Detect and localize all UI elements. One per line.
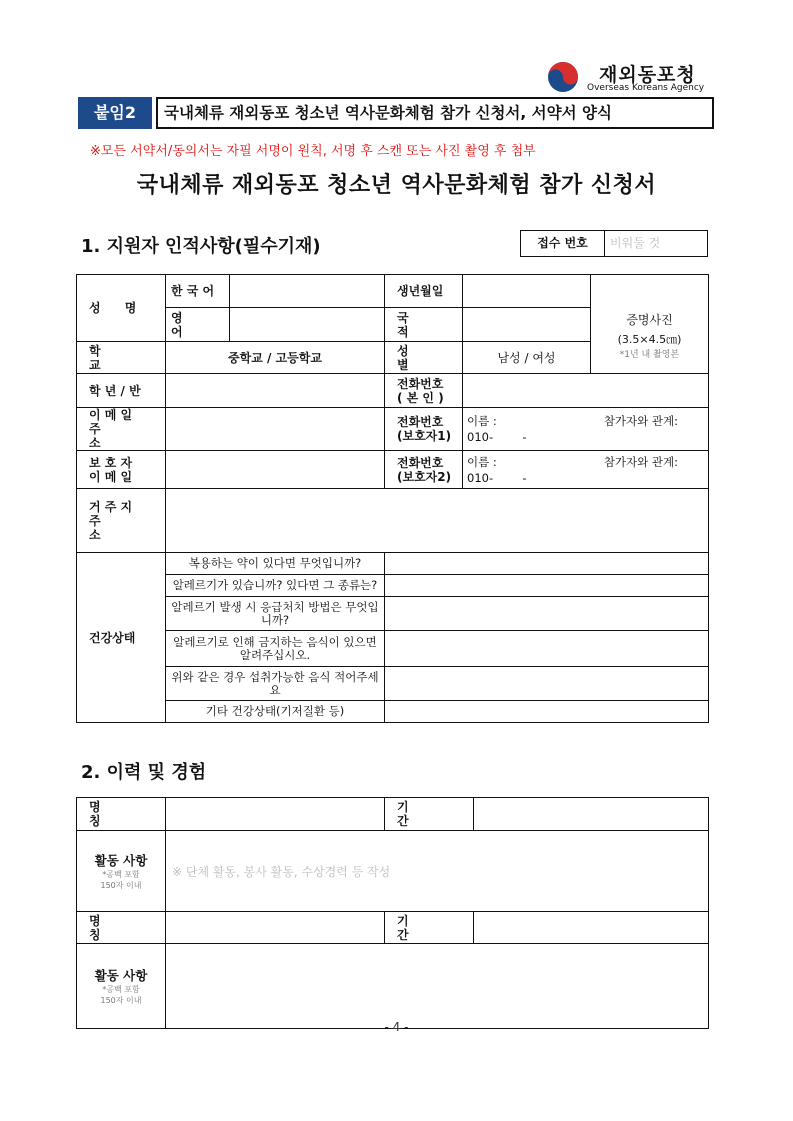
health-question: 알레르기가 있습니까? 있다면 그 종류는?	[166, 575, 385, 597]
grade-class-field[interactable]	[166, 374, 385, 408]
guardian1-name-label: 이름 :	[467, 414, 497, 428]
school-label: 학 교	[77, 342, 166, 374]
gender-field[interactable]: 남성 / 여성	[463, 342, 591, 374]
birth-date-field[interactable]	[463, 275, 591, 308]
photo-box[interactable]	[591, 275, 709, 374]
health-question: 알레르기로 인해 금지하는 음식이 있으면 알려주십시오.	[166, 631, 385, 667]
guardian-email-field[interactable]	[166, 451, 385, 489]
phone-self-field[interactable]	[463, 374, 709, 408]
agency-logo	[541, 60, 716, 94]
attachment-label: 붙임2	[78, 97, 152, 129]
signature-notice: ※모든 서약서/동의서는 자필 서명이 원칙, 서명 후 스캔 또는 사진 촬영 후 첨부	[90, 144, 536, 159]
activity-period-label: 기 간	[385, 798, 474, 831]
activity-name-field[interactable]	[166, 798, 385, 831]
page-number: - 4 -	[384, 1020, 409, 1034]
residence-address-field[interactable]	[166, 489, 709, 553]
photo-size: (3.5×4.5㎝)	[617, 332, 682, 346]
section2-title: 2. 이력 및 경험	[81, 762, 207, 783]
guardian2-phone-prefix: 010- -	[467, 470, 527, 485]
activity-name-field[interactable]	[166, 912, 385, 944]
agency-name-korean: 재외동포청	[599, 64, 696, 86]
health-answer-field[interactable]	[385, 701, 709, 723]
activity-name-label: 명 칭	[77, 912, 166, 944]
health-answer-field[interactable]	[385, 553, 709, 575]
phone-self-label: 전화번호 ( 본 인 )	[385, 374, 463, 408]
health-answer-field[interactable]	[385, 575, 709, 597]
gender-label: 성 별	[385, 342, 463, 374]
english-name-label: 영 어	[166, 308, 230, 342]
name-label: 성 명	[77, 275, 166, 342]
nationality-field[interactable]	[463, 308, 591, 342]
activity-details-label: 활동 사항 *공백 포함 150자 이내	[77, 831, 166, 912]
nationality-label: 국 적	[385, 308, 463, 342]
email-address-field[interactable]	[166, 408, 385, 451]
guardian2-relation-label: 참가자와 관계:	[603, 454, 678, 469]
english-name-field[interactable]	[230, 308, 385, 342]
guardian1-info-field[interactable]	[463, 408, 709, 451]
health-status-label: 건강상태	[77, 553, 166, 723]
history-experience-table	[76, 797, 709, 1029]
guardian2-name-label: 이름 :	[467, 454, 497, 469]
receipt-number-box	[520, 230, 708, 257]
receipt-number-field[interactable]: 비워둘 것	[610, 236, 661, 250]
guardian-email-label: 보 호 자 이 메 일	[77, 451, 166, 489]
guardian2-info-field[interactable]	[463, 451, 709, 489]
receipt-number-label: 접수 번호	[521, 231, 605, 256]
activity-name-label: 명 칭	[77, 798, 166, 831]
agency-name-english: Overseas Koreans Agency	[587, 83, 705, 93]
health-answer-field[interactable]	[385, 597, 709, 631]
health-answer-field[interactable]	[385, 631, 709, 667]
guardian1-relation-label: 참가자와 관계:	[603, 414, 678, 428]
activity-details-field[interactable]: ※ 단체 활동, 봉사 활동, 수상경력 등 작성	[166, 831, 709, 912]
page-title: 국내체류 재외동포 청소년 역사문화체험 참가 신청서	[136, 173, 657, 198]
photo-note: *1년 내 촬영본	[619, 349, 680, 360]
school-field[interactable]: 중학교 / 고등학교	[166, 342, 385, 374]
phone-guardian1-label: 전화번호 (보호자1)	[385, 408, 463, 451]
health-question: 위와 같은 경우 섭취가능한 음식 적어주세요	[166, 667, 385, 701]
korean-name-field[interactable]	[230, 275, 385, 308]
health-question: 알레르기 발생 시 응급처치 방법은 무엇입니까?	[166, 597, 385, 631]
section1-title: 1. 지원자 인적사항(필수기재)	[81, 236, 321, 257]
attachment-title: 국내체류 재외동포 청소년 역사문화체험 참가 신청서, 서약서 양식	[156, 97, 714, 129]
korean-name-label: 한 국 어	[166, 275, 230, 308]
guardian1-phone-prefix: 010- -	[467, 430, 527, 444]
agency-emblem-icon	[541, 60, 585, 94]
applicant-info-table	[76, 274, 709, 723]
health-question: 복용하는 약이 있다면 무엇입니까?	[166, 553, 385, 575]
photo-label: 증명사진	[626, 312, 673, 327]
activity-period-field[interactable]	[474, 912, 709, 944]
activity-details-label: 활동 사항 *공백 포함 150자 이내	[77, 944, 166, 1029]
phone-guardian2-label: 전화번호 (보호자2)	[385, 451, 463, 489]
activity-details-field[interactable]	[166, 944, 709, 1029]
grade-class-label: 학 년 / 반	[77, 374, 166, 408]
birth-date-label: 생년월일	[385, 275, 463, 308]
health-answer-field[interactable]	[385, 667, 709, 701]
health-question: 기타 건강상태(기저질환 등)	[166, 701, 385, 723]
activity-period-label: 기 간	[385, 912, 474, 944]
email-address-label: 이 메 일 주 소	[77, 408, 166, 451]
activity-period-field[interactable]	[474, 798, 709, 831]
residence-address-label: 거 주 지 주 소	[77, 489, 166, 553]
